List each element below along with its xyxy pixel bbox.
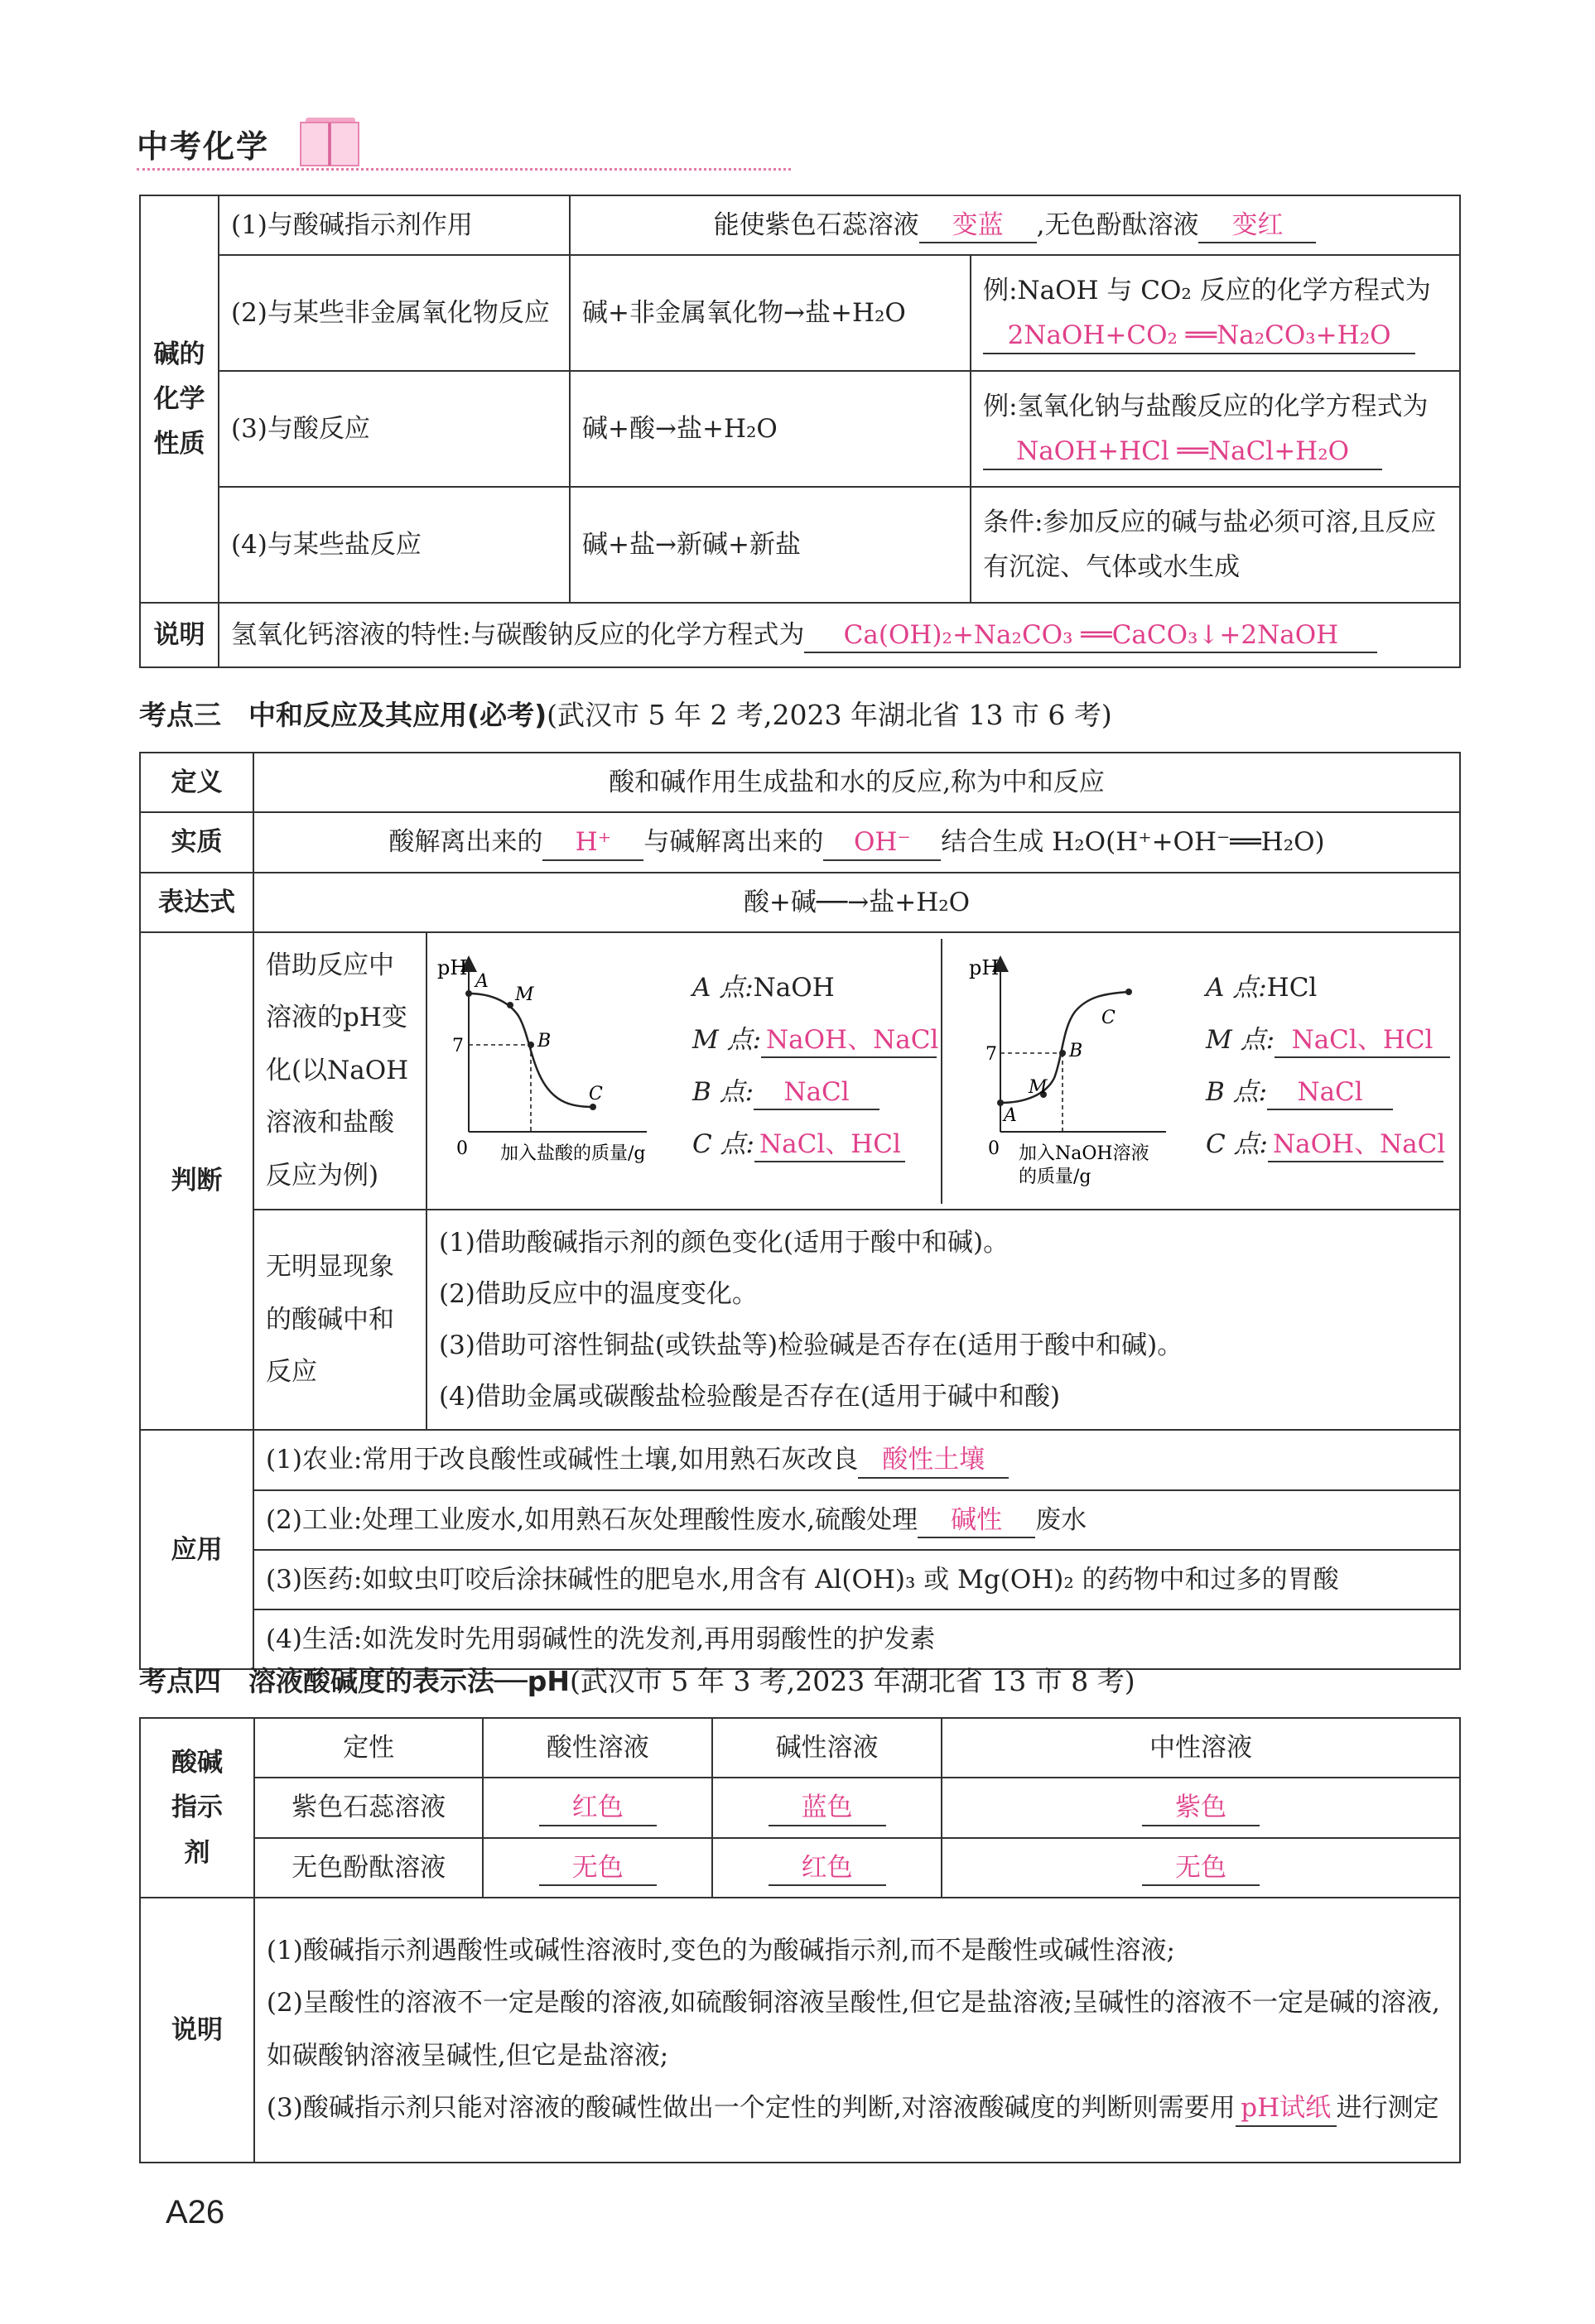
essence-label: 实质 [140, 812, 253, 872]
g1-point-c: C [588, 1083, 603, 1104]
g2-a-row: A 点:HCl [1205, 972, 1318, 1003]
ph-curve-1 [427, 945, 701, 1194]
row-group-label: 碱的化学性质 [140, 195, 219, 603]
r3-example: 例:氢氧化钠与盐酸反应的化学方程式为 NaOH+HCl ══NaCl+H₂O [971, 371, 1460, 487]
application-4: (4)生活:如洗发时先用弱碱性的洗发剂,再用弱酸性的护发素 [253, 1609, 1460, 1669]
ph-table [139, 1717, 1461, 2163]
g1-m-row: M 点: NaOH、NaCl [692, 1018, 937, 1062]
g1-x-label: 加入盐酸的质量/g [499, 1143, 646, 1164]
essence-answer-1: H⁺ [542, 825, 643, 860]
g1-point-b: B [537, 1030, 552, 1051]
r4-label: (4)与某些盐反应 [219, 487, 570, 603]
r1-answer-2: 变红 [1198, 209, 1316, 243]
svg-text:加入NaOH溶液: 加入NaOH溶液 [1018, 1143, 1149, 1164]
section-3-heading: 考点三 中和反应及其应用(必考)(武汉市 5 年 2 考,2023 年湖北省 13 市 6 考) [139, 699, 1112, 731]
svg-text:0: 0 [987, 1138, 1000, 1159]
svg-text:A: A [1003, 1104, 1017, 1126]
r2-answer: 2NaOH+CO₂ ══Na₂CO₃+H₂O [983, 319, 1415, 354]
graph-naoh-hcl [427, 939, 941, 1204]
application-2: (2)工业:处理工业废水,如用熟石灰处理酸性废水,硫酸处理 碱性 废水 [253, 1490, 1460, 1550]
note-content: 氢氧化钙溶液的特性:与碳酸钠反应的化学方程式为 Ca(OH)₂+Na₂CO₃ ══CaCO₃↓+2NaOH [219, 603, 1460, 667]
svg-text:的质量/g: 的质量/g [1018, 1166, 1091, 1187]
method-2-item: (4)借助金属或碳酸盐检验酸是否存在(适用于碱中和酸) [438, 1382, 1061, 1412]
header-acid: 酸性溶液 [483, 1718, 712, 1778]
method-2-item: (1)借助酸碱指示剂的颜色变化(适用于酸中和碱)。 [438, 1228, 1010, 1258]
svg-text:7: 7 [985, 1043, 997, 1065]
svg-text:pH: pH [968, 955, 1000, 979]
g1-seven: 7 [451, 1035, 464, 1056]
method-2-item: (2)借助反应中的温度变化。 [438, 1279, 758, 1310]
header-qualitative: 定性 [254, 1718, 484, 1778]
r1-label: (1)与酸碱指示剂作用 [219, 195, 570, 255]
note-label: 说明 [140, 603, 219, 667]
ph-graphs-cell [426, 932, 1460, 1210]
method-2-item: (3)借助可溶性铜盐(或铁盐等)检验碱是否存在(适用于酸中和碱)。 [438, 1330, 1183, 1361]
g2-b-row: B 点: NaCl [1206, 1070, 1393, 1114]
g1-zero: 0 [455, 1138, 468, 1159]
g1-b-row: B 点: NaCl [692, 1070, 879, 1114]
note-answer: Ca(OH)₂+Na₂CO₃ ══CaCO₃↓+2NaOH [804, 618, 1377, 653]
r3-answer: NaOH+HCl ══NaCl+H₂O [983, 435, 1382, 469]
ph-curve-2 [942, 945, 1216, 1202]
svg-text:B: B [1068, 1040, 1083, 1061]
ph-note-content: (1)酸碱指示剂遇酸性或碱性溶液时,变色的为酸碱指示剂,而不是酸性或碱性溶液; (2)呈酸性的溶液不一定是酸的溶液,如硫酸铜溶液呈酸性,但它是盐溶液;呈碱性的溶液不一定是碱的溶液,如碳酸钠溶液呈碱性,但它是盐溶液; (3)酸碱指示剂只能对溶液的酸碱性做出一个定性的判断,对溶液酸碱度的判断则需要用 pH试纸 进行测定 [254, 1898, 1460, 2163]
book-title: 中考化学 [137, 128, 270, 165]
r1-content: 能使紫色石蕊溶液 变蓝 ,无色酚酞溶液 变红 [570, 195, 1460, 255]
g2-m-row: M 点: NaCl、HCl [1206, 1018, 1450, 1062]
def-text: 酸和碱作用生成盐和水的反应,称为中和反应 [253, 753, 1460, 812]
method-1-label: 借助反应中溶液的pH变化(以NaOH溶液和盐酸反应为例) [253, 932, 426, 1210]
base-properties-table [139, 195, 1461, 668]
essence-answer-2: OH⁻ [823, 825, 941, 860]
g1-point-m: M [514, 984, 534, 1005]
svg-text:M: M [1028, 1076, 1048, 1098]
application-label: 应用 [140, 1430, 253, 1669]
method-2-label: 无明显现象的酸碱中和反应 [253, 1210, 426, 1430]
header-divider [137, 168, 791, 171]
r2-example: 例:NaOH 与 CO₂ 反应的化学方程式为 2NaOH+CO₂ ══Na₂CO₃+H₂O [971, 255, 1460, 371]
judge-label: 判断 [140, 932, 253, 1431]
svg-text:C: C [1101, 1007, 1116, 1028]
application-3: (3)医药:如蚊虫叮咬后涂抹碱性的肥皂水,用含有 Al(OH)₃ 或 Mg(OH)₂ 的药物中和过多的胃酸 [253, 1550, 1460, 1609]
g1-point-a: A [475, 970, 489, 992]
essence-content: 酸解离出来的 H⁺ 与碱解离出来的 OH⁻ 结合生成 H₂O(H⁺+OH⁻══H₂O) [253, 812, 1460, 872]
g1-y-label: pH [436, 955, 468, 979]
header-neutral: 中性溶液 [942, 1718, 1460, 1778]
r3-formula: 碱+酸→盐+H₂O [570, 371, 971, 487]
def-label: 定义 [140, 753, 253, 812]
r2-label: (2)与某些非金属氧化物反应 [219, 255, 570, 371]
expression-label: 表达式 [140, 873, 253, 932]
table-row: 紫色石蕊溶液 红色 蓝色 紫色 [140, 1778, 1460, 1837]
g1-c-row: C 点: NaCl、HCl [692, 1122, 905, 1167]
table-row: 无色酚酞溶液 无色 红色 无色 [140, 1838, 1460, 1898]
book-icon [294, 114, 369, 169]
neutralization-table [139, 752, 1461, 1670]
r3-label: (3)与酸反应 [219, 371, 570, 487]
g1-a-row: A 点:NaOH [691, 972, 835, 1003]
r2-formula: 碱+非金属氧化物→盐+H₂O [570, 255, 971, 371]
graph-hcl-naoh [942, 939, 1459, 1204]
application-1: (1)农业:常用于改良酸性或碱性土壤,如用熟石灰改良 酸性土壤 [253, 1430, 1460, 1489]
page-header [137, 114, 799, 172]
header-base: 碱性溶液 [712, 1718, 942, 1778]
section-4-heading: 考点四 溶液酸碱度的表示法──pH(武汉市 5 年 3 考,2023 年湖北省 13 市 8 考) [139, 1665, 1135, 1697]
expression-text: 酸+碱──→盐+H₂O [253, 873, 1460, 932]
r4-condition: 条件:参加反应的碱与盐必须可溶,且反应有沉淀、气体或水生成 [971, 487, 1460, 603]
ph-note-label: 说明 [140, 1898, 254, 2163]
indicator-label: 酸碱指示剂 [140, 1718, 254, 1898]
method-2-list [426, 1210, 1460, 1430]
r1-answer-1: 变蓝 [919, 209, 1037, 243]
page-number: A26 [166, 2194, 225, 2230]
g2-c-row: C 点: NaOH、NaCl [1206, 1122, 1443, 1167]
r4-formula: 碱+盐→新碱+新盐 [570, 487, 971, 603]
